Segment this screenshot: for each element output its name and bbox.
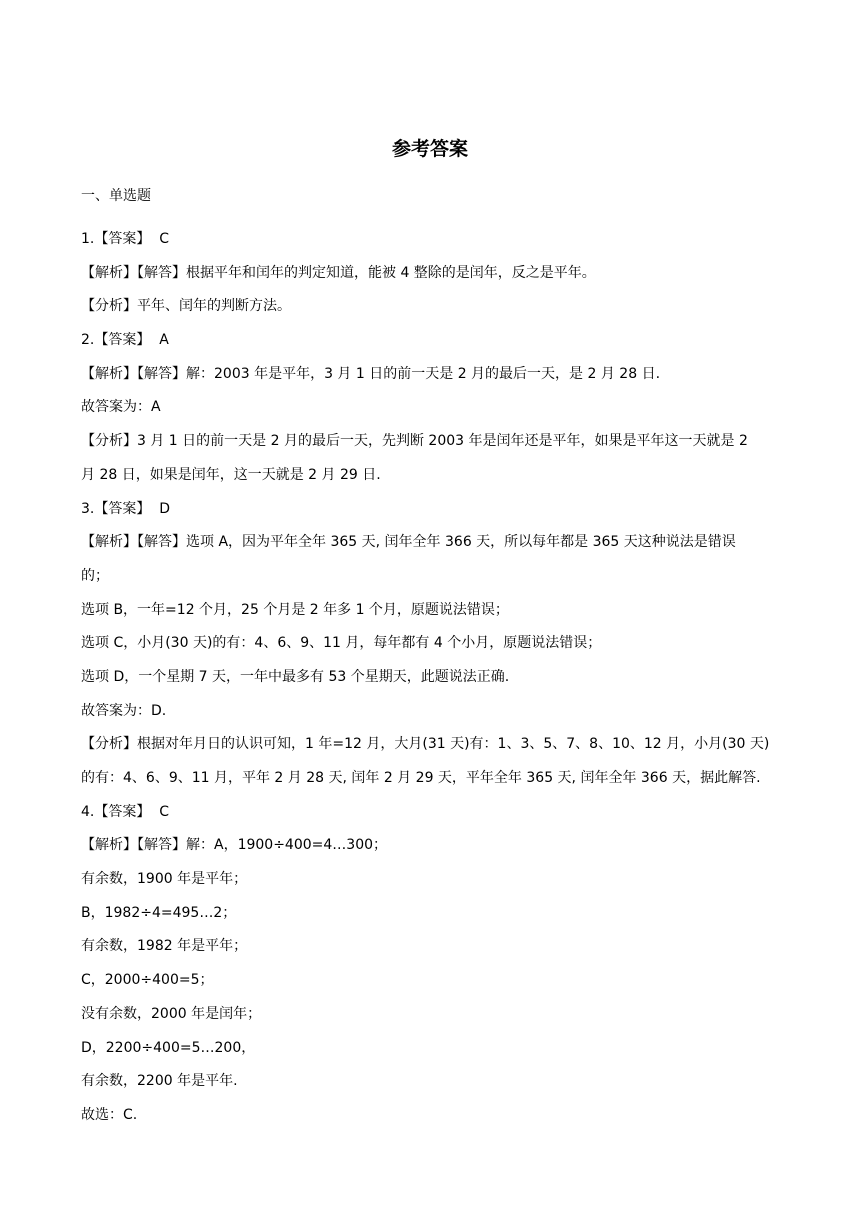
answer-1-explanation: 【解析】【解答】根据平年和闰年的判定知道，能被 4 整除的是闰年，反之是平年。 [81,264,596,281]
answer-4-step-d-result: 有余数，2200 年是平年. [81,1073,238,1090]
answer-3-conclusion: 故答案为：D. [81,702,167,719]
answer-4-step-a-result: 有余数，1900 年是平年； [81,871,248,888]
answer-3-label: 3.【答案】 D [81,500,171,517]
answer-4-step-b-result: 有余数，1982 年是平年； [81,938,248,955]
answer-2-label: 2.【答案】 A [81,332,169,349]
answer-content [81,228,779,1138]
answer-2-analysis-line-2: 月 28 日，如果是闰年，这一天就是 2 月 29 日. [81,466,381,483]
answer-3-option-d: 选项 D，一个星期 7 天，一年中最多有 53 个星期天，此题说法正确. [81,668,510,685]
answer-4-step-b: B，1982÷4=495…2； [81,904,237,921]
answer-3-explanation-line-1: 【解析】【解答】选项 A，因为平年全年 365 天, 闰年全年 366 天，所以每年都是 365 天这种说法是错误 [81,534,736,551]
section-heading: 一、单选题 [81,188,151,204]
answer-1-analysis: 【分析】平年、闰年的判断方法。 [81,298,291,315]
answer-2-conclusion: 故答案为：A [81,399,161,416]
answer-4-step-d: D，2200÷400=5…200， [81,1039,256,1056]
answer-2-analysis-line-1: 【分析】3 月 1 日的前一天是 2 月的最后一天，先判断 2003 年是闰年还是平年，如果是平年这一天就是 2 [81,433,748,450]
answer-3-explanation-line-2: 的； [81,567,109,584]
answer-3-analysis-line-2: 的有：4、6、9、11 月，平年 2 月 28 天, 闰年 2 月 29 天，平年全年 365 天, 闰年全年 366 天，据此解答. [81,770,761,786]
answer-3-option-c: 选项 C，小月(30 天)的有：4、6、9、11 月，每年都有 4 个小月，原题说法错误； [81,635,602,652]
answer-4-step-c: C，2000÷400=5； [81,972,214,989]
page-title: 参考答案 [391,138,468,160]
answer-1-label: 1.【答案】 C [81,231,170,247]
answer-3-option-b: 选项 B，一年=12 个月，25 个月是 2 年多 1 个月，原题说法错误； [81,601,509,618]
answer-3-analysis-line-1: 【分析】根据对年月日的认识可知，1 年=12 月，大月(31 天)有：1、3、5、7、8、10、12 月，小月(30 天) [81,736,770,753]
answer-4-conclusion: 故选：C. [81,1106,138,1123]
answer-4-label: 4.【答案】 C [81,803,170,820]
answer-4-step-c-result: 没有余数，2000 年是闰年； [81,1005,262,1022]
answer-2-explanation: 【解析】【解答】解：2003 年是平年，3 月 1 日的前一天是 2 月的最后一天，是 2 月 28 日. [81,365,661,382]
answer-4-explanation: 【解析】【解答】解：A，1900÷400=4…300； [81,837,388,854]
